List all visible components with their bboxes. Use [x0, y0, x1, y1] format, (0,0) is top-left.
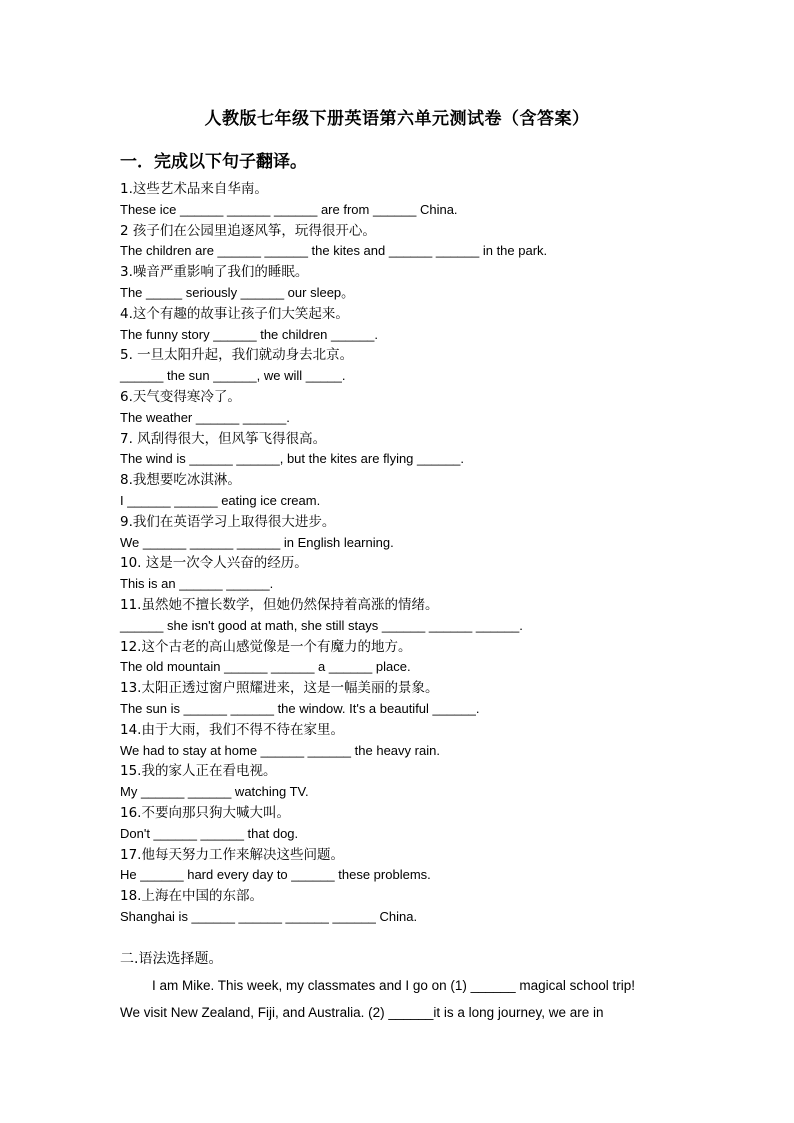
english-blank-sentence: This is an ______ ______. [120, 576, 274, 592]
chinese-sentence: 7. 风刮得很大，但风筝飞得很高。 [120, 430, 327, 447]
english-blank-sentence: The funny story ______ the children ______. [120, 326, 379, 342]
chinese-sentence: 6.天气变得寒冷了。 [120, 388, 241, 405]
chinese-sentence: 15.我的家人正在看电视。 [120, 763, 277, 780]
chinese-sentence: 1.这些艺术品来自华南。 [120, 181, 268, 197]
english-blank-sentence: The old mountain ______ ______ a ______ place. [120, 659, 411, 675]
chinese-sentence: 9.我们在英语学习上取得很大进步。 [120, 513, 336, 530]
question-item [120, 304, 740, 346]
question-item [120, 886, 740, 928]
english-blank-sentence: The sun is ______ ______ the window. It's a beautiful ______. [120, 700, 480, 716]
english-blank-sentence: These ice ______ ______ ______ are from ______ China. [120, 201, 458, 217]
chinese-sentence: 3.噪音严重影响了我们的睡眠。 [120, 264, 309, 281]
english-blank-sentence: He ______ hard every day to ______ these problems. [120, 867, 431, 883]
chinese-sentence: 13.太阳正透过窗户照耀进来，这是一幅美丽的景象。 [120, 680, 439, 697]
question-item [120, 179, 740, 221]
passage-line: I am Mike. This week, my classmates and I go on (1) ______ magical school trip! [152, 978, 635, 993]
english-blank-sentence: We ______ ______ ______ in English learning. [120, 534, 394, 550]
english-blank-sentence: We had to stay at home ______ ______ the heavy rain. [120, 742, 440, 758]
chinese-sentence: 12.这个古老的高山感觉像是一个有魔力的地方。 [120, 638, 412, 655]
question-item [120, 387, 740, 429]
chinese-sentence: 18.上海在中国的东部。 [120, 888, 263, 905]
passage-line: We visit New Zealand, Fiji, and Australia. (2) ______it is a long journey, we are in [120, 1005, 604, 1020]
english-blank-sentence: The wind is ______ ______, but the kites are flying ______. [120, 451, 465, 467]
question-item [120, 803, 740, 845]
chinese-sentence: 14.由于大雨，我们不得不待在家里。 [120, 721, 344, 738]
chinese-sentence: 5. 一旦太阳升起，我们就动身去北京。 [120, 347, 354, 364]
chinese-sentence: 16.不要向那只狗大喊大叫。 [120, 804, 290, 821]
document-title: 人教版七年级下册英语第六单元测试卷（含答案） [204, 109, 590, 129]
chinese-sentence: 4.这个有趣的故事让孩子们大笑起来。 [120, 305, 349, 322]
english-blank-sentence: ______ she isn't good at math, she still stays ______ ______ ______. [120, 617, 523, 633]
question-item [120, 595, 740, 637]
section2-heading: 二.语法选择题。 [120, 951, 223, 967]
question-item [120, 553, 740, 595]
question-item [120, 345, 740, 387]
question-item [120, 512, 740, 554]
question-item [120, 262, 740, 304]
english-blank-sentence: I ______ ______ eating ice cream. [120, 492, 321, 508]
question-item [120, 637, 740, 679]
english-blank-sentence: Shanghai is ______ ______ ______ ______ China. [120, 908, 418, 924]
section1-heading: 一．完成以下句子翻译。 [120, 152, 307, 172]
question-list [120, 179, 740, 928]
question-item [120, 221, 740, 263]
chinese-sentence: 8.我想要吃冰淇淋。 [120, 472, 241, 489]
english-blank-sentence: The weather ______ ______. [120, 409, 290, 425]
question-item [120, 761, 740, 803]
chinese-sentence: 17.他每天努力工作来解决这些问题。 [120, 846, 344, 863]
question-item [120, 678, 740, 720]
chinese-sentence: 10. 这是一次令人兴奋的经历。 [120, 555, 308, 572]
english-blank-sentence: Don't ______ ______ that dog. [120, 825, 299, 841]
question-item [120, 470, 740, 512]
question-item [120, 720, 740, 762]
chinese-sentence: 11.虽然她不擅长数学，但她仍然保持着高涨的情绪。 [120, 596, 439, 613]
section2-passage [120, 976, 680, 1030]
chinese-sentence: 2 孩子们在公园里追逐风筝，玩得很开心。 [120, 222, 376, 239]
english-blank-sentence: My ______ ______ watching TV. [120, 784, 309, 800]
question-item [120, 429, 740, 471]
english-blank-sentence: The _____ seriously ______ our sleep。 [120, 284, 355, 300]
english-blank-sentence: ______ the sun ______, we will _____. [120, 368, 346, 384]
question-item [120, 845, 740, 887]
english-blank-sentence: The children are ______ ______ the kites and ______ ______ in the park. [120, 243, 548, 259]
